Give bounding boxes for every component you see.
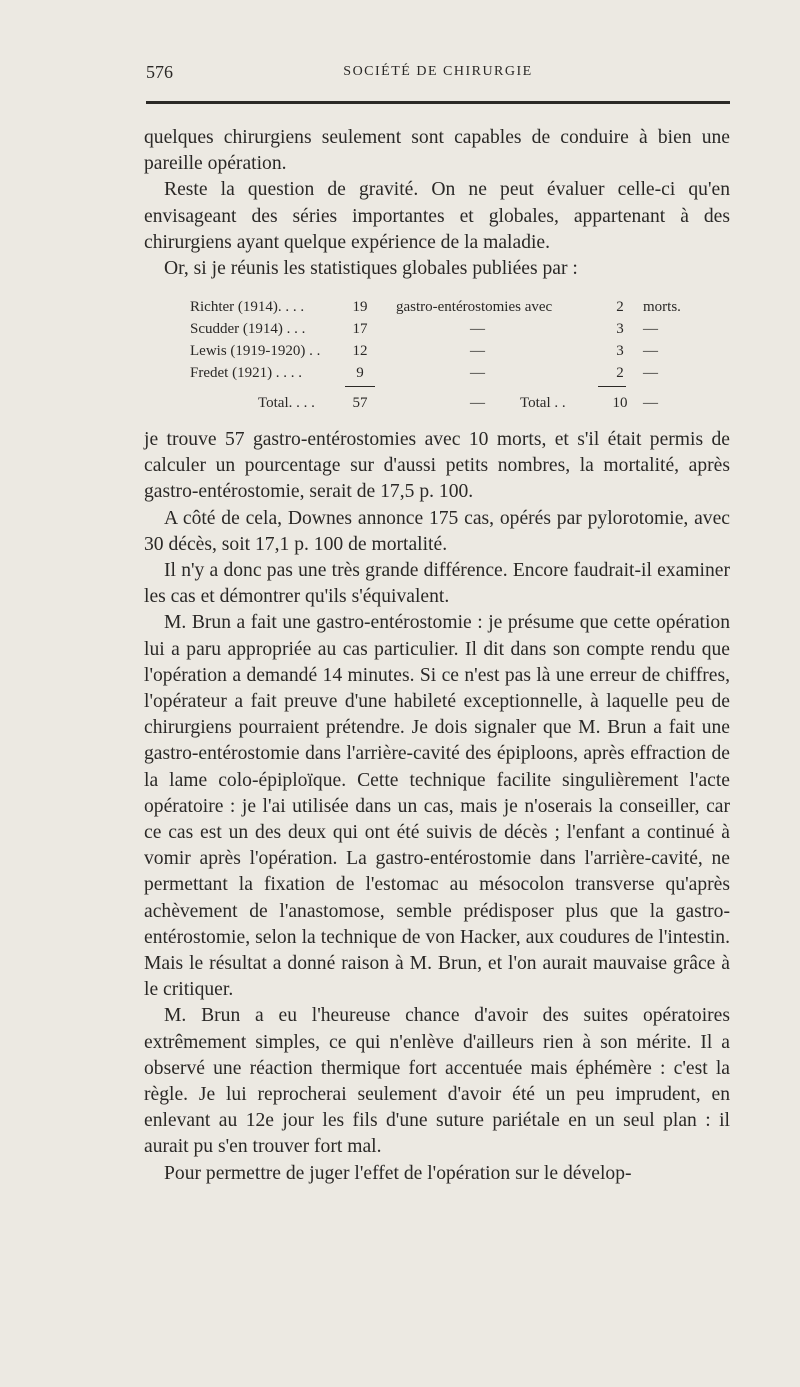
- paragraph: Reste la question de gravité. On ne peut évaluer celle-ci qu'en envisageant des séries importantes et globales, appartenant à des chirurgiens ayant quelque expérience de la maladie.: [144, 179, 730, 253]
- total-label: Total . .: [520, 395, 566, 411]
- body-text-after-table: [144, 427, 730, 1187]
- deaths-cell: 3: [616, 343, 624, 359]
- running-title: SOCIÉTÉ DE CHIRURGIE: [343, 64, 533, 79]
- total-label: Total. . . .: [258, 395, 315, 411]
- paragraph: M. Brun a fait une gastro-entérostomie : je présume que cette opération lui a paru appropriée au cas particulier. Il dit dans son compte rendu que l'opération a demandé 14 minutes. Si ce n'est pas là une erreur de chiffres, l'opérateur a fait preuve d'une habileté exceptionnelle, à laquelle peu de chirurgiens pourraient prétendre. Je dois signaler que M. Brun a fait une gastro-entérostomie dans l'arrière-cavité des épiploons, après effraction de la lame colo-épiploïque. Cette technique facilite singulièrement l'acte opératoire : je l'ai utilisée dans un cas, mais je n'oserais la conseiller, car ce cas est un des deux qui ont été suivis de décès ; l'enfant a continué à vomir après l'opération. La gastro-entérostomie dans l'arrière-cavité, ne permettant la fixation de l'estomac au mésocolon transverse qu'après achèvement de l'anastomose, semble prédisposer plus que la gastro-entérostomie, selon la technique de von Hacker, aux coudures de l'intestin. Mais le résultat a donné raison à M. Brun, et l'on aurait mauvaise grâce à le critiquer.: [144, 612, 730, 1001]
- deaths-cell: 2: [616, 365, 624, 381]
- deaths-cell: 2: [616, 299, 624, 315]
- paragraph: A côté de cela, Downes annonce 175 cas, opérés par pylorotomie, avec 30 décès, soit 17,1 p. 100 de mortalité.: [144, 507, 730, 555]
- page-number: 576: [146, 62, 173, 82]
- header-rule: [146, 101, 730, 104]
- body-text-before-table: [144, 125, 730, 282]
- paragraph: quelques chirurgiens seulement sont capables de conduire à bien une pareille opération.: [144, 127, 730, 175]
- table-row: [190, 365, 690, 387]
- cases-cell: 9: [356, 365, 364, 381]
- table-total-row: [190, 395, 690, 417]
- ditto-dash: —: [643, 395, 658, 411]
- sum-rule-deaths: [598, 386, 626, 387]
- author-cell: Scudder (1914) . . .: [190, 321, 306, 337]
- ditto-dash: —: [470, 343, 485, 359]
- table-row: [190, 321, 690, 343]
- statistics-table: [190, 299, 690, 419]
- total-deaths-cell: 10: [612, 395, 628, 411]
- ditto-dash: —: [470, 365, 485, 381]
- author-cell: Fredet (1921) . . . .: [190, 365, 303, 381]
- deaths-unit-label: morts.: [643, 299, 681, 315]
- author-cell: Richter (1914). . . .: [190, 299, 305, 315]
- table-row: [190, 299, 690, 321]
- sum-rule-cases: [345, 386, 375, 387]
- paragraph: Il n'y a donc pas une très grande différence. Encore faudrait-il examiner les cas et démontrer qu'ils s'équivalent.: [144, 560, 730, 608]
- ditto-dash: —: [643, 365, 658, 381]
- paragraph: M. Brun a eu l'heureuse chance d'avoir des suites opératoires extrêmement simples, ce qui n'enlève d'ailleurs rien à son mérite. Il a observé une réaction thermique fort accentuée mais éphémère : c'est la règle. Je lui reprocherai seulement d'avoir été un peu imprudent, en enlevant au 12e jour les fils d'une suture pariétale en un seul plan : il aurait pu s'en trouver fort mal.: [144, 1005, 730, 1158]
- paragraph: Or, si je réunis les statistiques globales publiées par :: [164, 258, 578, 280]
- table-row: [190, 343, 690, 365]
- total-cases-cell: 57: [352, 395, 368, 411]
- cases-cell: 19: [352, 299, 368, 315]
- ditto-dash: —: [643, 321, 658, 337]
- page-header: [146, 62, 730, 88]
- ditto-dash: —: [643, 343, 658, 359]
- ditto-dash: —: [470, 321, 485, 337]
- ditto-dash: —: [470, 395, 485, 411]
- cases-cell: 12: [352, 343, 368, 359]
- paragraph: Pour permettre de juger l'effet de l'opération sur le dévelop-: [164, 1162, 632, 1184]
- deaths-cell: 3: [616, 321, 624, 337]
- paragraph: je trouve 57 gastro-entérostomies avec 10 morts, et s'il était permis de calculer un pourcentage sur d'aussi petits nombres, la mortalité, après gastro-entérostomie, serait de 17,5 p. 100.: [144, 429, 730, 503]
- operation-label: gastro-entérostomies avec: [396, 299, 553, 315]
- author-cell: Lewis (1919-1920) . .: [190, 343, 321, 359]
- cases-cell: 17: [352, 321, 368, 337]
